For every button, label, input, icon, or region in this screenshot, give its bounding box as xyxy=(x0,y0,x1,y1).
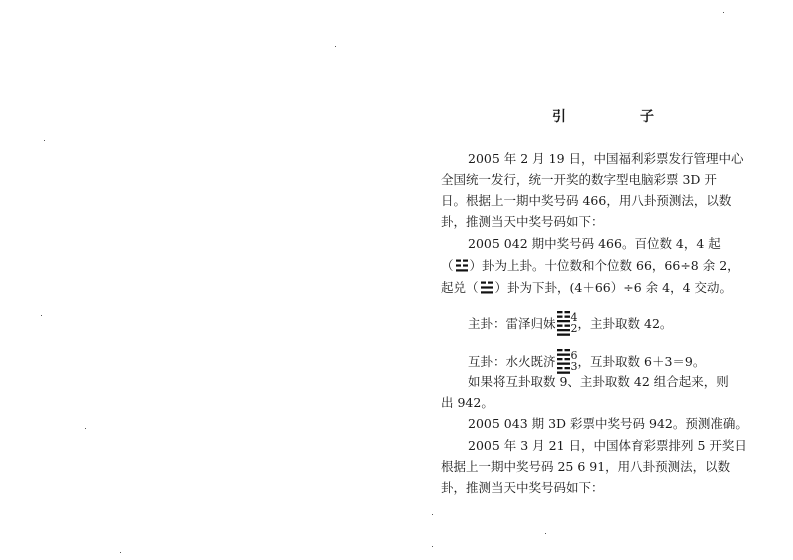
paragraph-line: 出 942。 xyxy=(441,395,494,410)
paragraph-line: 如果将互卦取数 9、主卦取数 42 组合起来，则 xyxy=(468,374,729,389)
digit-lower: 2 xyxy=(570,322,578,335)
scan-speck xyxy=(545,533,546,534)
paragraph-line: 全国统一发行，统一开奖的数字型电脑彩票 3D 开 xyxy=(441,172,717,187)
zhen-trigram-icon xyxy=(456,259,468,272)
scan-speck xyxy=(335,46,336,47)
text-segment: 主卦：雷泽归妹 xyxy=(468,316,556,331)
digit-lower: 3 xyxy=(570,360,578,373)
scan-speck xyxy=(85,428,86,429)
paragraph-line-lower-trigram xyxy=(441,280,732,296)
paragraph-line: 卦，推测当天中奖号码如下： xyxy=(441,214,604,229)
scan-speck xyxy=(432,546,433,547)
paragraph-line: 2005 年 3 月 21 日，中国体育彩票排列 5 开奖日 xyxy=(468,438,747,453)
paragraph-line: 根据上一期中奖号码 25 6 91，用八卦预测法，以数 xyxy=(441,459,731,474)
mutual-hexagram-digits xyxy=(571,350,578,372)
paragraph-line: 卦，推测当天中奖号码如下： xyxy=(441,480,604,495)
text-segment: ）卦为下卦，(4＋66）÷6 余 4，4 交动。 xyxy=(494,280,733,295)
paragraph-line-upper-trigram xyxy=(441,258,740,274)
text-segment: ，互卦取数 6＋3＝9。 xyxy=(577,354,706,369)
text-segment: 起兑（ xyxy=(441,280,479,295)
digit-upper: 4 xyxy=(570,311,578,324)
paren-open: （ xyxy=(441,258,454,273)
dui-trigram-icon xyxy=(481,281,493,294)
scan-speck xyxy=(44,140,45,141)
paren-close: ） xyxy=(469,258,483,273)
main-hexagram-line xyxy=(468,310,672,338)
text-segment: ，主卦取数 42。 xyxy=(577,316,673,331)
paragraph-line: 日。根据上一期中奖号码 466，用八卦预测法，以数 xyxy=(441,193,732,208)
scan-speck xyxy=(120,552,121,553)
scan-speck xyxy=(432,514,433,515)
chapter-title: 引 子 xyxy=(552,109,684,125)
scan-speck xyxy=(723,12,724,13)
main-hexagram-digits xyxy=(571,312,578,334)
paragraph-line: 2005 043 期 3D 彩票中奖号码 942。预测准确。 xyxy=(468,416,748,431)
text-segment: 卦为上卦。十位数和个位数 66，66÷8 余 2， xyxy=(482,258,740,273)
digit-upper: 6 xyxy=(570,349,578,362)
scan-speck xyxy=(41,315,42,316)
text-segment: 互卦：水火既济 xyxy=(468,354,556,369)
guimei-hexagram-icon xyxy=(557,310,570,338)
paragraph-line: 2005 042 期中奖号码 466。百位数 4，4 起 xyxy=(468,236,721,251)
paragraph-line: 2005 年 2 月 19 日，中国福利彩票发行管理中心 xyxy=(468,151,744,166)
mutual-hexagram-line xyxy=(468,348,705,376)
jiji-hexagram-icon xyxy=(557,348,570,376)
